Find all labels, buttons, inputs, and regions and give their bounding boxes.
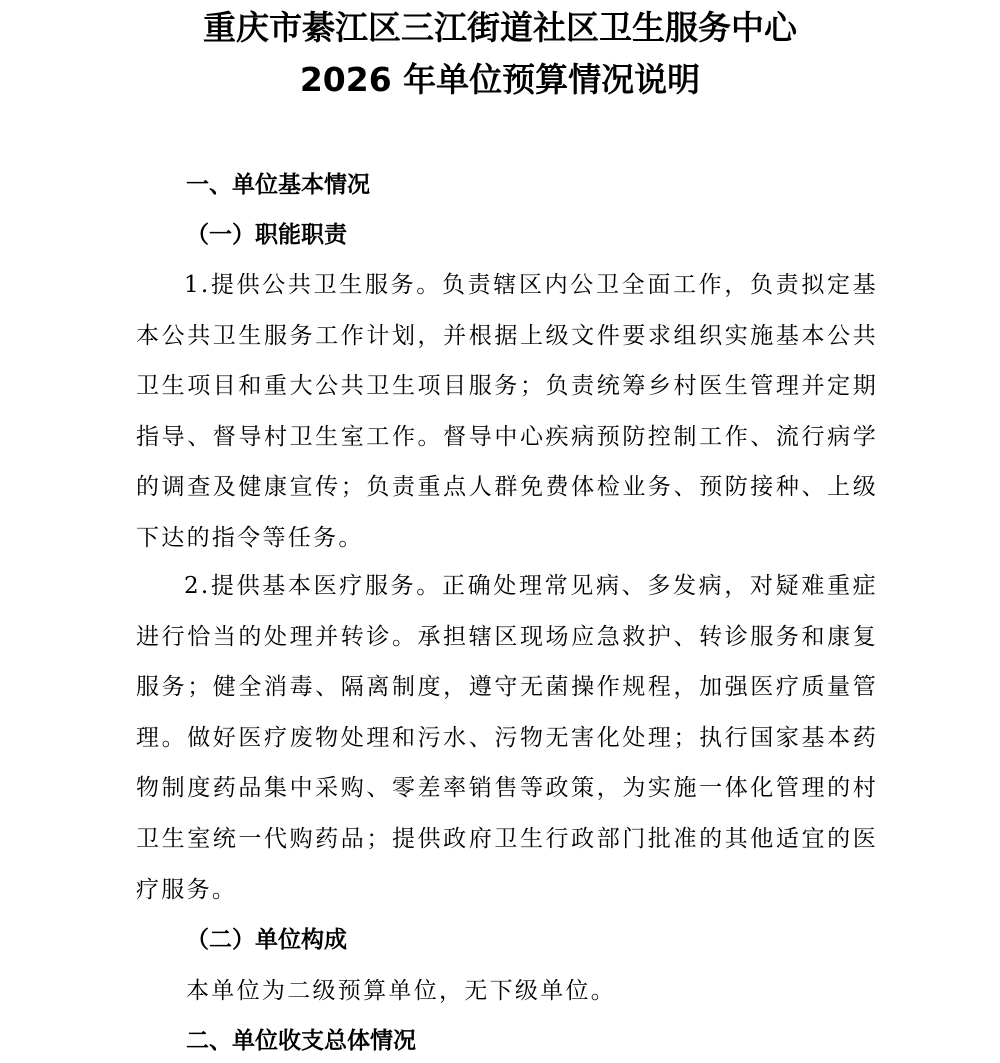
section-1-heading: 一、单位基本情况	[186, 172, 370, 198]
document-title-line-2: 2026 年单位预算情况说明	[299, 60, 701, 99]
section-2-heading: 二、单位收支总体情况	[186, 1028, 416, 1054]
document-title-line-1: 重庆市綦江区三江街道社区卫生服务中心	[203, 8, 797, 47]
composition-text: 本单位为二级预算单位，无下级单位。	[186, 978, 617, 1004]
duty-paragraph-2: 2.提供基本医疗服务。正确处理常见病、多发病，对疑难重症进行恰当的处理并转诊。承担辖区现场应急救护、转诊服务和康复服务；健全消毒、隔离制度，遵守无菌操作规程，加强医疗质量管理。做好医疗废物处理和污水、污物无害化处理；执行国家基本药物制度药品集中采购、零差率销售等政策，为实施一体化管理的村卫生室统一代购药品；提供政府卫生行政部门批准的其他适宜的医疗服务。	[136, 573, 878, 903]
section-1-subheading-composition: （二）单位构成	[186, 926, 347, 953]
duty-paragraph-1: 1.提供公共卫生服务。负责辖区内公卫全面工作，负责拟定基本公共卫生服务工作计划，并根据上级文件要求组织实施基本公共卫生项目和重大公共卫生项目服务；负责统筹乡村医生管理并定期指导、督导村卫生室工作。督导中心疾病预防控制工作、流行病学的调查及健康宣传；负责重点人群免费体检业务、预防接种、上级下达的指令等任务。	[136, 272, 878, 551]
section-1-subheading-duties: （一）职能职责	[186, 221, 347, 248]
